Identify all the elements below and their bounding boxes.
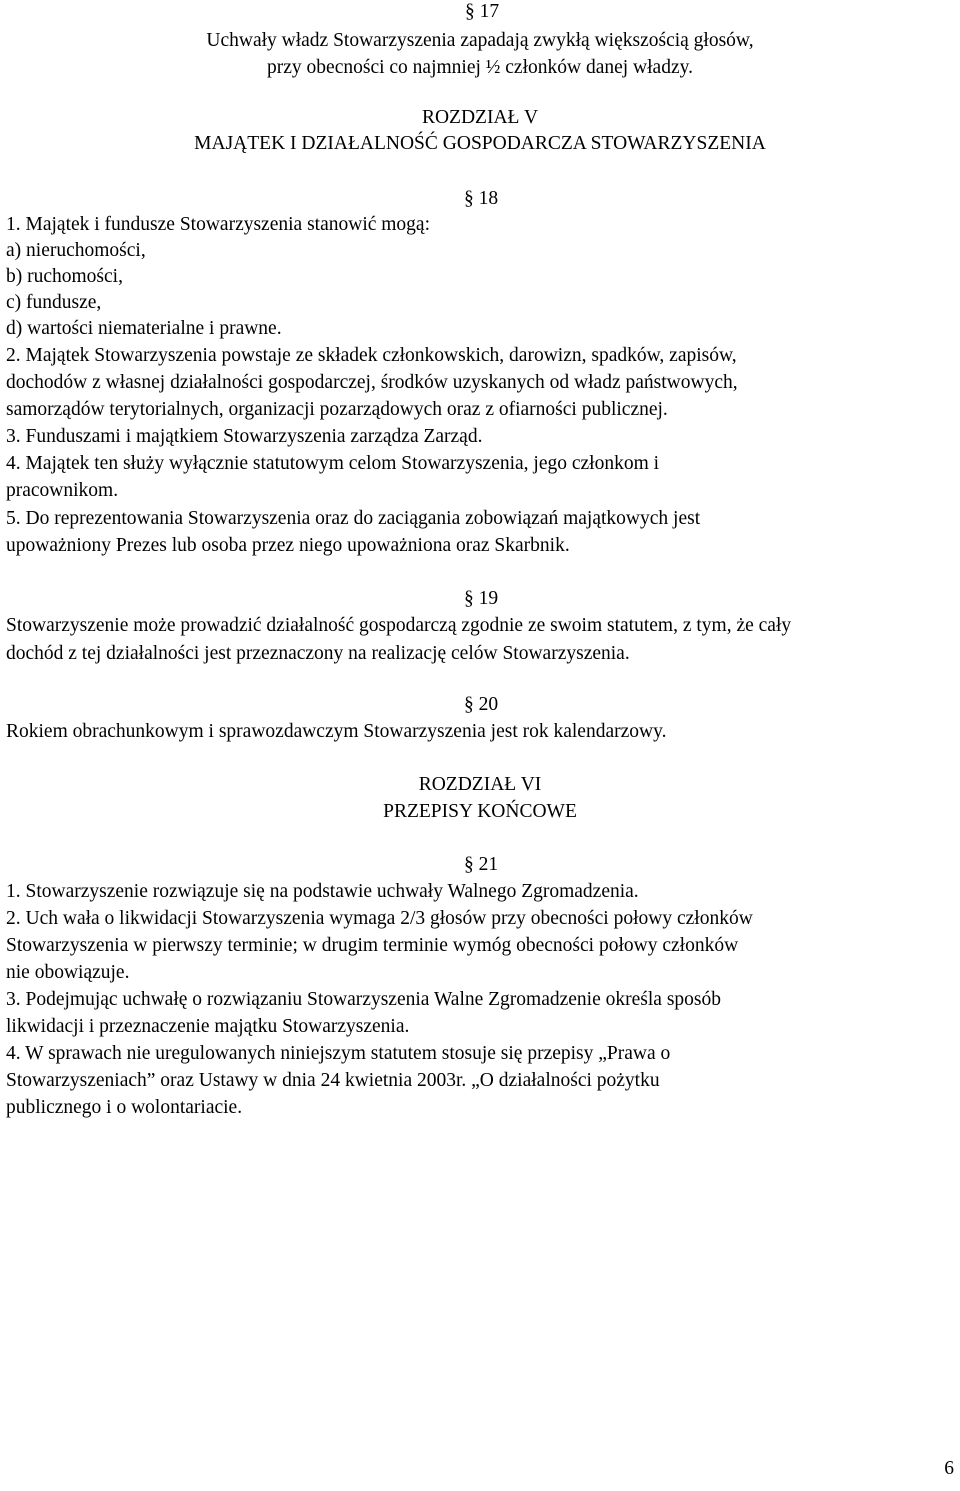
section-18-heading: § 18	[464, 188, 499, 209]
section-20-heading: § 20	[464, 694, 499, 715]
section-21-line: Stowarzyszenia w pierwszy terminie; w drugim terminie wymóg obecności połowy członków	[6, 935, 739, 956]
section-18-line: d) wartości niematerialne i prawne.	[6, 318, 282, 339]
section-21-line: Stowarzyszeniach” oraz Ustawy w dnia 24 kwietnia 2003r. „O działalności pożytku	[6, 1070, 660, 1091]
chapter-5-subtitle: MAJĄTEK I DZIAŁALNOŚĆ GOSPODARCZA STOWARZYSZENIA	[194, 133, 766, 154]
section-21-line: 3. Podejmując uchwałę o rozwiązaniu Stowarzyszenia Walne Zgromadzenie określa sposób	[6, 989, 721, 1010]
section-20-line: Rokiem obrachunkowym i sprawozdawczym Stowarzyszenia jest rok kalendarzowy.	[6, 721, 667, 742]
section-18-line: a) nieruchomości,	[6, 240, 146, 261]
section-18-line: b) ruchomości,	[6, 266, 123, 287]
section-18-line: 3. Funduszami i majątkiem Stowarzyszenia zarządza Zarząd.	[6, 426, 483, 447]
section-18-line: upoważniony Prezes lub osoba przez niego upoważniona oraz Skarbnik.	[6, 535, 570, 556]
section-21-line: publicznego i o wolontariacie.	[6, 1097, 243, 1118]
section-18-line: samorządów terytorialnych, organizacji pozarządowych oraz z ofiarności publicznej.	[6, 399, 668, 420]
section-18-line: dochodów z własnej działalności gospodarczej, środków uzyskanych od władz państwowych,	[6, 372, 738, 393]
section-21-line: likwidacji i przeznaczenie majątku Stowarzyszenia.	[6, 1016, 410, 1037]
section-21-line: nie obowiązuje.	[6, 962, 130, 983]
section-17-heading: § 17	[465, 1, 500, 22]
section-19-line: dochód z tej działalności jest przeznaczony na realizację celów Stowarzyszenia.	[6, 643, 630, 664]
section-18-line: 1. Majątek i fundusze Stowarzyszenia stanowić mogą:	[6, 214, 431, 235]
page-number: 6	[944, 1458, 954, 1479]
chapter-5-title: ROZDZIAŁ V	[421, 107, 539, 128]
section-18-line: c) fundusze,	[6, 292, 102, 313]
chapter-6-title: ROZDZIAŁ VI	[418, 774, 542, 795]
chapter-6-subtitle: PRZEPISY KOŃCOWE	[383, 801, 577, 822]
section-18-line: 4. Majątek ten służy wyłącznie statutowym celom Stowarzyszenia, jego członkom i	[6, 453, 660, 474]
section-17-line-1: Uchwały władz Stowarzyszenia zapadają zwykłą większością głosów,	[206, 30, 754, 51]
section-21-line: 1. Stowarzyszenie rozwiązuje się na podstawie uchwały Walnego Zgromadzenia.	[6, 881, 639, 902]
section-18-line: 2. Majątek Stowarzyszenia powstaje ze składek członkowskich, darowizn, spadków, zapisów,	[6, 345, 737, 366]
section-19-line: Stowarzyszenie może prowadzić działalność gospodarczą zgodnie ze swoim statutem, z tym, że cały	[6, 615, 792, 636]
section-17-line-2: przy obecności co najmniej ½ członków danej władzy.	[267, 57, 693, 78]
section-19-heading: § 19	[464, 588, 499, 609]
section-18-line: pracownikom.	[6, 480, 119, 501]
section-21-heading: § 21	[464, 854, 499, 875]
section-21-line: 4. W sprawach nie uregulowanych niniejszym statutem stosuje się przepisy „Prawa o	[6, 1043, 671, 1064]
section-18-line: 5. Do reprezentowania Stowarzyszenia oraz do zaciągania zobowiązań majątkowych jest	[6, 508, 701, 529]
section-21-line: 2. Uch wała o likwidacji Stowarzyszenia wymaga 2/3 głosów przy obecności połowy członków	[6, 908, 753, 929]
